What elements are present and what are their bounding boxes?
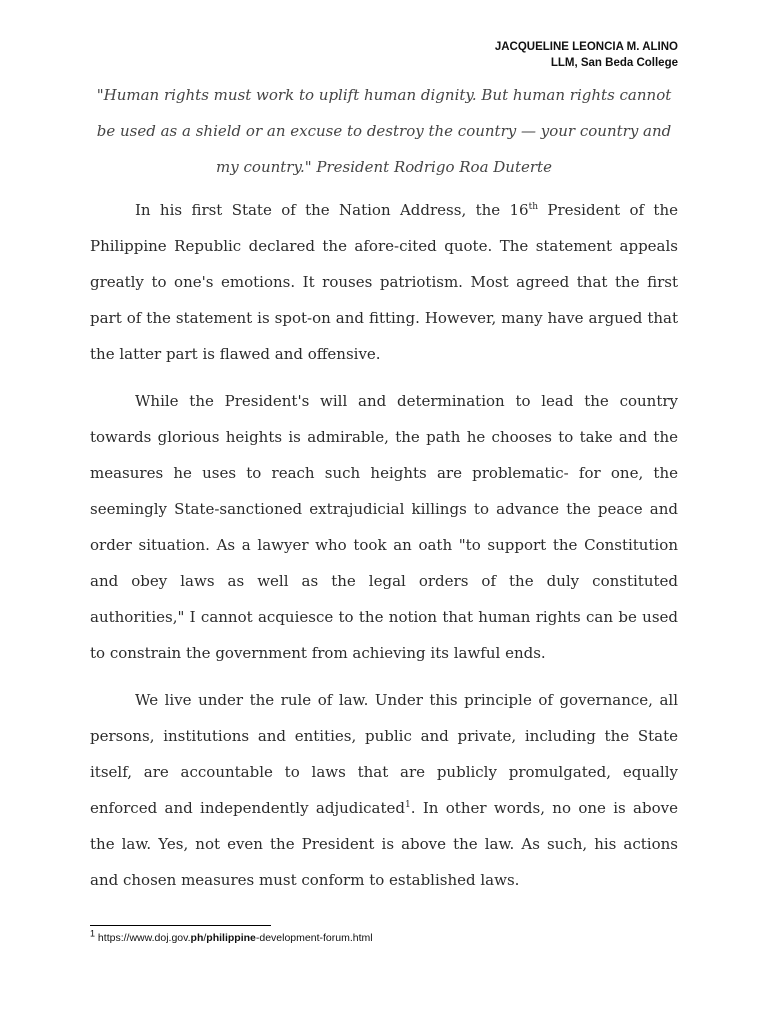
author-affiliation: LLM, San Beda College: [550, 57, 678, 69]
document-header: [495, 39, 678, 71]
footnote-reference: 1: [405, 800, 411, 810]
paragraph-1: [90, 192, 678, 372]
footnote-url-bold-1: ph: [190, 932, 204, 944]
footnote: [90, 928, 373, 944]
author-name: JACQUELINE LEONCIA M. ALINO: [494, 41, 678, 53]
footnote-url-part-3: -development-forum.html: [255, 932, 373, 944]
footnote-marker: 1: [90, 928, 96, 939]
footnote-url-part-2: /: [203, 932, 207, 944]
paragraph-3: [90, 682, 678, 898]
footnote-url[interactable]: [95, 932, 373, 944]
epigraph-quote: "Human rights must work to uplift human dignity. But human rights cannot be used as a shield or an excuse to destroy the country — your country and my country." President Rodrigo Roa Duterte: [96, 86, 672, 176]
paragraph-1-text-a: In his first State of the Nation Address, the 16: [135, 201, 529, 219]
footnote-url-part-1: https://www.doj.gov.: [95, 932, 191, 944]
ordinal-superscript: th: [528, 202, 538, 212]
footnote-divider: [90, 925, 271, 926]
paragraph-1-text-b: President of the Philippine Republic declared the afore-cited quote. The statement appeals greatly to one's emotions. It rouses patriotism. Most agreed that the first part of the statement is spot-on and fitting. However, many have argued that the latter part is flawed and offensive.: [90, 201, 678, 363]
footnote-url-bold-2: philippine: [206, 932, 256, 944]
paragraph-2: While the President's will and determination to lead the country towards glorious heights is admirable, the path he chooses to take and the measures he uses to reach such heights are problematic- for one, the seemingly State-sanctioned extrajudicial killings to advance the peace and order situation. As a lawyer who took an oath "to support the Constitution and obey laws as well as the legal orders of the duly constituted authorities," I cannot acquiesce to the notion that human rights can be used to constrain the government from achieving its lawful ends.: [90, 392, 678, 662]
paragraph-3-text-b: . In other words, no one is above the law. Yes, not even the President is above the law. As such, his actions and chosen measures must conform to established laws.: [90, 799, 678, 889]
paragraph-3-text-a: We live under the rule of law. Under this principle of governance, all persons, institutions and entities, public and private, including the State itself, are accountable to laws that are publicly promulgated, equally enforced and independently adjudicated: [90, 691, 678, 817]
